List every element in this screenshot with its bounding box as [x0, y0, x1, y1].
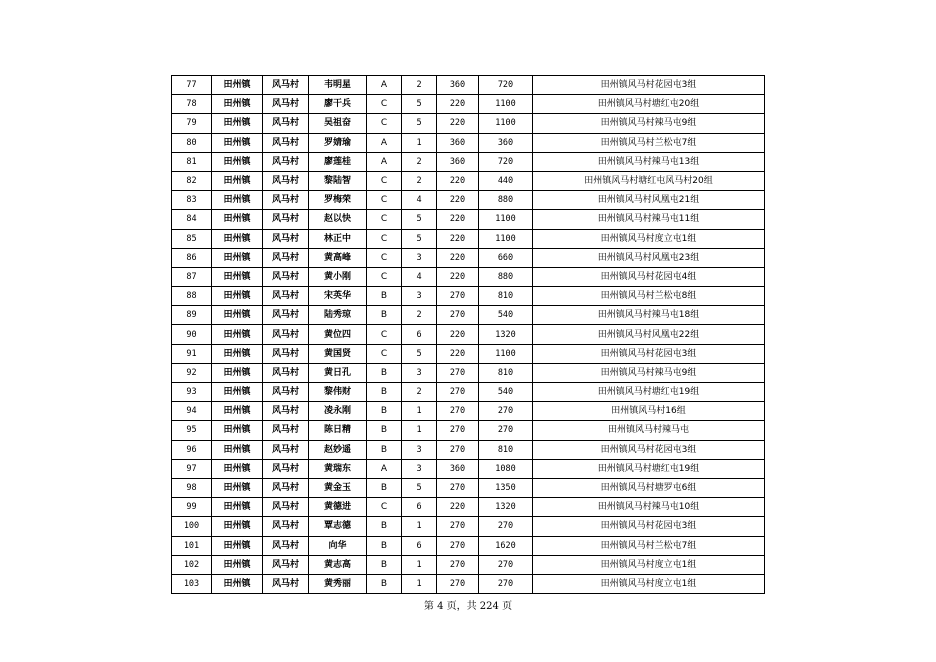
village-cell: 风马村	[263, 229, 309, 248]
name-cell: 黎陆智	[309, 171, 367, 190]
name-cell: 黎伟财	[309, 383, 367, 402]
grade-cell: B	[367, 555, 402, 574]
count-cell: 1	[402, 402, 437, 421]
village-cell: 风马村	[263, 114, 309, 133]
table-row	[172, 555, 765, 574]
count-cell: 3	[402, 440, 437, 459]
table-row	[172, 363, 765, 382]
amount-cell: 360	[437, 459, 479, 478]
grade-cell: C	[367, 344, 402, 363]
data-table	[171, 75, 765, 594]
total-cell: 1620	[479, 536, 533, 555]
town-cell: 田州镇	[212, 287, 263, 306]
row-number: 91	[172, 344, 212, 363]
town-cell: 田州镇	[212, 421, 263, 440]
total-cell: 880	[479, 267, 533, 286]
village-cell: 风马村	[263, 555, 309, 574]
name-cell: 陈日精	[309, 421, 367, 440]
amount-cell: 220	[437, 267, 479, 286]
address-cell: 田州镇风马村风凰屯23组	[533, 248, 765, 267]
grade-cell: C	[367, 95, 402, 114]
row-number: 79	[172, 114, 212, 133]
village-cell: 风马村	[263, 574, 309, 593]
row-number: 86	[172, 248, 212, 267]
town-cell: 田州镇	[212, 171, 263, 190]
grade-cell: B	[367, 287, 402, 306]
amount-cell: 270	[437, 363, 479, 382]
row-number: 103	[172, 574, 212, 593]
total-cell: 720	[479, 76, 533, 95]
page-footer: 第 4 页，共 224 页	[423, 601, 513, 612]
grade-cell: B	[367, 440, 402, 459]
count-cell: 6	[402, 536, 437, 555]
address-cell: 田州镇风马村辣马屯18组	[533, 306, 765, 325]
total-cell: 810	[479, 287, 533, 306]
count-cell: 6	[402, 498, 437, 517]
count-cell: 5	[402, 478, 437, 497]
total-cell: 270	[479, 517, 533, 536]
address-cell: 田州镇风马村辣马屯11组	[533, 210, 765, 229]
amount-cell: 270	[437, 517, 479, 536]
village-cell: 风马村	[263, 440, 309, 459]
address-cell: 田州镇风马村辣马屯	[533, 421, 765, 440]
row-number: 87	[172, 267, 212, 286]
grade-cell: C	[367, 191, 402, 210]
amount-cell: 220	[437, 498, 479, 517]
name-cell: 黄德进	[309, 498, 367, 517]
count-cell: 2	[402, 76, 437, 95]
amount-cell: 220	[437, 229, 479, 248]
grade-cell: A	[367, 133, 402, 152]
grade-cell: B	[367, 363, 402, 382]
name-cell: 黄位四	[309, 325, 367, 344]
village-cell: 风马村	[263, 325, 309, 344]
table-body	[172, 76, 765, 594]
village-cell: 风马村	[263, 76, 309, 95]
amount-cell: 360	[437, 133, 479, 152]
total-cell: 1100	[479, 210, 533, 229]
total-cell: 540	[479, 383, 533, 402]
address-cell: 田州镇风马村辣马屯9组	[533, 114, 765, 133]
grade-cell: C	[367, 210, 402, 229]
town-cell: 田州镇	[212, 95, 263, 114]
table-row	[172, 248, 765, 267]
count-cell: 3	[402, 363, 437, 382]
total-cell: 270	[479, 555, 533, 574]
address-cell: 田州镇风马村风凰屯21组	[533, 191, 765, 210]
grade-cell: C	[367, 325, 402, 344]
row-number: 96	[172, 440, 212, 459]
row-number: 101	[172, 536, 212, 555]
address-cell: 田州镇风马村兰松屯7组	[533, 133, 765, 152]
row-number: 90	[172, 325, 212, 344]
table-row	[172, 459, 765, 478]
row-number: 95	[172, 421, 212, 440]
total-cell: 810	[479, 440, 533, 459]
table-row	[172, 210, 765, 229]
address-cell: 田州镇风马村塘红屯20组	[533, 95, 765, 114]
village-cell: 风马村	[263, 517, 309, 536]
grade-cell: B	[367, 574, 402, 593]
grade-cell: B	[367, 402, 402, 421]
address-cell: 田州镇风马村塘红屯19组	[533, 459, 765, 478]
town-cell: 田州镇	[212, 402, 263, 421]
total-cell: 1100	[479, 114, 533, 133]
table-row	[172, 402, 765, 421]
address-cell: 田州镇风马村花园屯3组	[533, 440, 765, 459]
village-cell: 风马村	[263, 421, 309, 440]
amount-cell: 220	[437, 248, 479, 267]
village-cell: 风马村	[263, 133, 309, 152]
village-cell: 风马村	[263, 152, 309, 171]
town-cell: 田州镇	[212, 574, 263, 593]
name-cell: 宋英华	[309, 287, 367, 306]
address-cell: 田州镇风马村花园屯3组	[533, 344, 765, 363]
count-cell: 1	[402, 133, 437, 152]
address-cell: 田州镇风马村兰松屯7组	[533, 536, 765, 555]
village-cell: 风马村	[263, 210, 309, 229]
count-cell: 3	[402, 248, 437, 267]
row-number: 89	[172, 306, 212, 325]
address-cell: 田州镇风马村花园屯3组	[533, 517, 765, 536]
row-number: 78	[172, 95, 212, 114]
grade-cell: C	[367, 267, 402, 286]
address-cell: 田州镇风马村花园屯4组	[533, 267, 765, 286]
amount-cell: 220	[437, 114, 479, 133]
row-number: 99	[172, 498, 212, 517]
village-cell: 风马村	[263, 498, 309, 517]
row-number: 85	[172, 229, 212, 248]
town-cell: 田州镇	[212, 344, 263, 363]
table-row	[172, 267, 765, 286]
town-cell: 田州镇	[212, 478, 263, 497]
village-cell: 风马村	[263, 536, 309, 555]
address-cell: 田州镇风马村花园屯3组	[533, 76, 765, 95]
table-row	[172, 344, 765, 363]
name-cell: 黄志高	[309, 555, 367, 574]
count-cell: 1	[402, 555, 437, 574]
address-cell: 田州镇风马村度立屯1组	[533, 229, 765, 248]
count-cell: 5	[402, 95, 437, 114]
town-cell: 田州镇	[212, 325, 263, 344]
total-cell: 270	[479, 421, 533, 440]
table-row	[172, 440, 765, 459]
total-cell: 1350	[479, 478, 533, 497]
village-cell: 风马村	[263, 267, 309, 286]
address-cell: 田州镇风马村度立屯1组	[533, 555, 765, 574]
town-cell: 田州镇	[212, 152, 263, 171]
name-cell: 黄瑞东	[309, 459, 367, 478]
table-row	[172, 191, 765, 210]
name-cell: 凌永刚	[309, 402, 367, 421]
name-cell: 黄国贤	[309, 344, 367, 363]
total-cell: 1080	[479, 459, 533, 478]
amount-cell: 360	[437, 152, 479, 171]
total-cell: 1100	[479, 344, 533, 363]
amount-cell: 270	[437, 402, 479, 421]
table-row	[172, 325, 765, 344]
village-cell: 风马村	[263, 344, 309, 363]
count-cell: 4	[402, 191, 437, 210]
grade-cell: C	[367, 229, 402, 248]
amount-cell: 270	[437, 440, 479, 459]
table-row	[172, 478, 765, 497]
table-row	[172, 229, 765, 248]
town-cell: 田州镇	[212, 210, 263, 229]
village-cell: 风马村	[263, 363, 309, 382]
total-cell: 880	[479, 191, 533, 210]
village-cell: 风马村	[263, 478, 309, 497]
town-cell: 田州镇	[212, 114, 263, 133]
address-cell: 田州镇风马村度立屯1组	[533, 574, 765, 593]
total-cell: 720	[479, 152, 533, 171]
table-row	[172, 114, 765, 133]
total-cell: 1100	[479, 95, 533, 114]
address-cell: 田州镇风马村16组	[533, 402, 765, 421]
grade-cell: C	[367, 498, 402, 517]
address-cell: 田州镇风马村塘红屯风马村20组	[533, 171, 765, 190]
grade-cell: B	[367, 306, 402, 325]
name-cell: 黄日孔	[309, 363, 367, 382]
table-row	[172, 287, 765, 306]
town-cell: 田州镇	[212, 267, 263, 286]
table-row	[172, 95, 765, 114]
amount-cell: 270	[437, 536, 479, 555]
village-cell: 风马村	[263, 95, 309, 114]
village-cell: 风马村	[263, 287, 309, 306]
row-number: 88	[172, 287, 212, 306]
name-cell: 罗婧瑜	[309, 133, 367, 152]
name-cell: 黄金玉	[309, 478, 367, 497]
town-cell: 田州镇	[212, 440, 263, 459]
town-cell: 田州镇	[212, 555, 263, 574]
name-cell: 林正中	[309, 229, 367, 248]
table-row	[172, 76, 765, 95]
table-row	[172, 421, 765, 440]
grade-cell: C	[367, 114, 402, 133]
address-cell: 田州镇风马村兰松屯8组	[533, 287, 765, 306]
table-row	[172, 133, 765, 152]
address-cell: 田州镇风马村辣马屯13组	[533, 152, 765, 171]
table-row	[172, 171, 765, 190]
town-cell: 田州镇	[212, 517, 263, 536]
count-cell: 1	[402, 421, 437, 440]
total-cell: 270	[479, 574, 533, 593]
amount-cell: 270	[437, 306, 479, 325]
table-row	[172, 498, 765, 517]
grade-cell: A	[367, 459, 402, 478]
row-number: 98	[172, 478, 212, 497]
table-row	[172, 536, 765, 555]
name-cell: 廖干兵	[309, 95, 367, 114]
row-number: 84	[172, 210, 212, 229]
town-cell: 田州镇	[212, 536, 263, 555]
row-number: 77	[172, 76, 212, 95]
count-cell: 1	[402, 517, 437, 536]
count-cell: 1	[402, 574, 437, 593]
total-cell: 360	[479, 133, 533, 152]
count-cell: 3	[402, 287, 437, 306]
town-cell: 田州镇	[212, 76, 263, 95]
grade-cell: B	[367, 478, 402, 497]
grade-cell: A	[367, 152, 402, 171]
amount-cell: 220	[437, 191, 479, 210]
village-cell: 风马村	[263, 306, 309, 325]
row-number: 97	[172, 459, 212, 478]
village-cell: 风马村	[263, 459, 309, 478]
town-cell: 田州镇	[212, 383, 263, 402]
grade-cell: C	[367, 248, 402, 267]
name-cell: 赵以快	[309, 210, 367, 229]
town-cell: 田州镇	[212, 306, 263, 325]
amount-cell: 360	[437, 76, 479, 95]
table-row	[172, 383, 765, 402]
row-number: 92	[172, 363, 212, 382]
count-cell: 5	[402, 210, 437, 229]
grade-cell: B	[367, 536, 402, 555]
address-cell: 田州镇风马村风凰屯22组	[533, 325, 765, 344]
row-number: 93	[172, 383, 212, 402]
village-cell: 风马村	[263, 402, 309, 421]
name-cell: 覃志德	[309, 517, 367, 536]
count-cell: 6	[402, 325, 437, 344]
name-cell: 黄高峰	[309, 248, 367, 267]
address-cell: 田州镇风马村塘红屯19组	[533, 383, 765, 402]
row-number: 80	[172, 133, 212, 152]
town-cell: 田州镇	[212, 248, 263, 267]
grade-cell: A	[367, 76, 402, 95]
amount-cell: 220	[437, 344, 479, 363]
name-cell: 廖莲桂	[309, 152, 367, 171]
address-cell: 田州镇风马村塘罗屯6组	[533, 478, 765, 497]
amount-cell: 270	[437, 478, 479, 497]
amount-cell: 270	[437, 574, 479, 593]
village-cell: 风马村	[263, 383, 309, 402]
total-cell: 1100	[479, 229, 533, 248]
grade-cell: B	[367, 421, 402, 440]
total-cell: 810	[479, 363, 533, 382]
count-cell: 2	[402, 171, 437, 190]
town-cell: 田州镇	[212, 191, 263, 210]
row-number: 102	[172, 555, 212, 574]
town-cell: 田州镇	[212, 498, 263, 517]
count-cell: 5	[402, 114, 437, 133]
count-cell: 5	[402, 344, 437, 363]
town-cell: 田州镇	[212, 363, 263, 382]
row-number: 82	[172, 171, 212, 190]
count-cell: 4	[402, 267, 437, 286]
name-cell: 向华	[309, 536, 367, 555]
amount-cell: 270	[437, 287, 479, 306]
name-cell: 吴祖奋	[309, 114, 367, 133]
name-cell: 罗梅荣	[309, 191, 367, 210]
table-row	[172, 152, 765, 171]
total-cell: 540	[479, 306, 533, 325]
grade-cell: B	[367, 517, 402, 536]
table-row	[172, 517, 765, 536]
town-cell: 田州镇	[212, 133, 263, 152]
total-cell: 660	[479, 248, 533, 267]
village-cell: 风马村	[263, 191, 309, 210]
address-cell: 田州镇风马村辣马屯9组	[533, 363, 765, 382]
name-cell: 黄小刚	[309, 267, 367, 286]
total-cell: 270	[479, 402, 533, 421]
village-cell: 风马村	[263, 171, 309, 190]
address-cell: 田州镇风马村辣马屯10组	[533, 498, 765, 517]
amount-cell: 220	[437, 325, 479, 344]
total-cell: 1320	[479, 498, 533, 517]
name-cell: 黄秀丽	[309, 574, 367, 593]
total-cell: 440	[479, 171, 533, 190]
total-cell: 1320	[479, 325, 533, 344]
count-cell: 3	[402, 459, 437, 478]
amount-cell: 270	[437, 555, 479, 574]
name-cell: 赵妙遥	[309, 440, 367, 459]
count-cell: 2	[402, 152, 437, 171]
name-cell: 韦明星	[309, 76, 367, 95]
amount-cell: 220	[437, 95, 479, 114]
row-number: 94	[172, 402, 212, 421]
count-cell: 5	[402, 229, 437, 248]
town-cell: 田州镇	[212, 459, 263, 478]
grade-cell: C	[367, 171, 402, 190]
grade-cell: B	[367, 383, 402, 402]
count-cell: 2	[402, 306, 437, 325]
amount-cell: 270	[437, 383, 479, 402]
row-number: 100	[172, 517, 212, 536]
count-cell: 2	[402, 383, 437, 402]
amount-cell: 220	[437, 210, 479, 229]
amount-cell: 270	[437, 421, 479, 440]
table-row	[172, 574, 765, 593]
amount-cell: 220	[437, 171, 479, 190]
row-number: 81	[172, 152, 212, 171]
town-cell: 田州镇	[212, 229, 263, 248]
table-row	[172, 306, 765, 325]
name-cell: 陆秀琼	[309, 306, 367, 325]
village-cell: 风马村	[263, 248, 309, 267]
row-number: 83	[172, 191, 212, 210]
